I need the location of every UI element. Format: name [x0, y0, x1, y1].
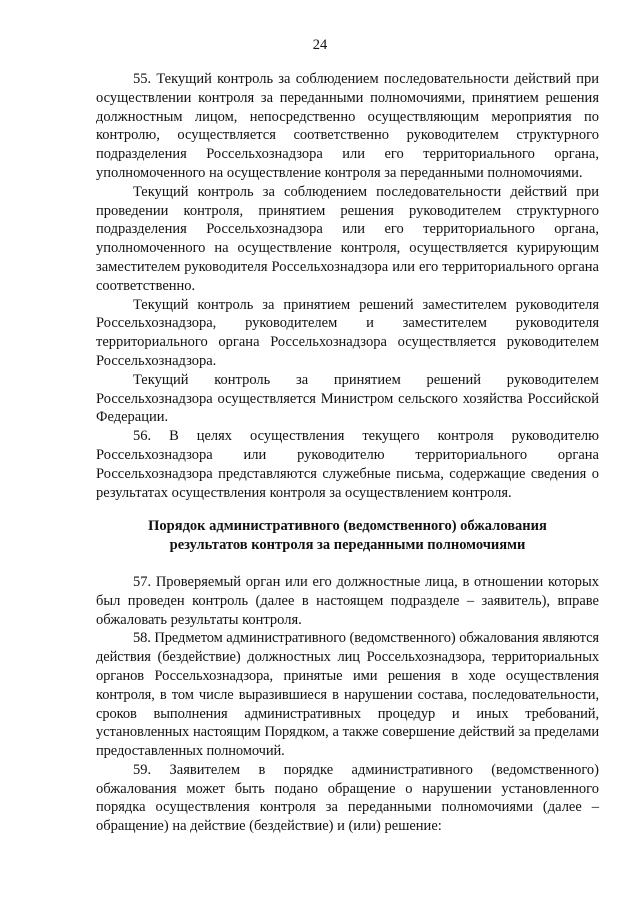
- paragraph-57: 57. Проверяемый орган или его должностные лица, в отношении которых был проведен контроль (далее в настоящем подразделе – заявитель), вправе обжаловать результаты контроля.: [96, 573, 599, 628]
- paragraph-current-control-deputy: Текущий контроль за соблюдением последовательности действий при проведении контроля, принятием решения руководителем структурного подразделения Россельхознадзора или его территориального органа, уполномоченного на осуществление контроля, осуществляется курирующим заместителем руководителя Россельхознадзора или его территориального органа соответственно.: [96, 183, 599, 294]
- paragraph-59: 59. Заявителем в порядке административного (ведомственного) обжалования может быть подано обращение о нарушении установленного порядка осуществления контроля за переданными полномочиями (далее – обращение) на действие (бездействие) и (или) решение:: [96, 761, 599, 835]
- paragraph-55: 55. Текущий контроль за соблюдением последовательности действий при осуществлении контроля за переданными полномочиями, принятием решения должностным лицом, непосредственно осуществляющим мероприятия по контролю, осуществляется соответственно руководителем структурного подразделения Россельхознадзора или его территориального органа, уполномоченного на осуществление контроля за переданными полномочиями.: [96, 71, 599, 181]
- page-number: 24: [312, 37, 328, 53]
- section-heading: [96, 517, 599, 555]
- section-heading-line-2: результатов контроля за переданными полномочиями: [169, 537, 526, 554]
- paragraph-56: 56. В целях осуществления текущего контроля руководителю Россельхознадзора или руководителю территориального органа Россельхознадзора представляются служебные письма, содержащие сведения о результатах осуществления контроля за осуществлением контроля.: [96, 428, 599, 501]
- paragraph-current-control-head: Текущий контроль за принятием решений заместителем руководителя Россельхознадзора, руководителем и заместителем руководителя территориального органа Россельхознадзора осуществляется руководителем Россельхознадзора.: [96, 296, 599, 369]
- section-heading-line-1: Порядок административного (ведомственного) обжалования: [148, 518, 547, 535]
- paragraph-58: 58. Предметом административного (ведомственного) обжалования являются действия (бездействие) должностных лиц Россельхознадзора, территориальных органов Россельхознадзора, принятые ими решения в ходе осуществления контроля, в том числе выразившиеся в нарушении состава, последовательности, сроков выполнения административных процедур и иных требований, установленных настоящим Порядком, а также совершение действий за пределами предоставленных полномочий.: [96, 630, 599, 760]
- document-body: [96, 70, 599, 836]
- paragraph-current-control-minister: Текущий контроль за принятием решений руководителем Россельхознадзора осуществляется Министром сельского хозяйства Российской Федерации.: [96, 371, 599, 426]
